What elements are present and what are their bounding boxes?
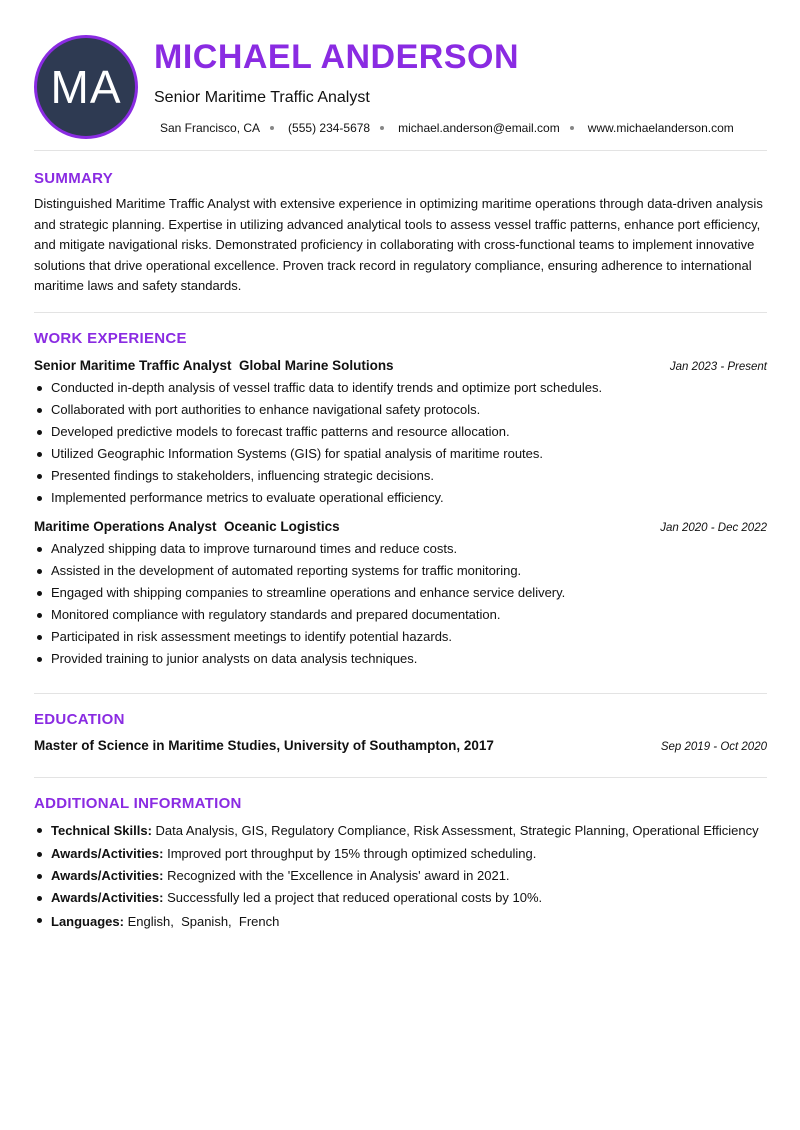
experience-section <box>34 313 767 670</box>
list-item <box>51 865 767 887</box>
avatar <box>34 35 138 139</box>
list-item: Utilized Geographic Information Systems (GIS) for spatial analysis of maritime routes. <box>51 443 767 465</box>
list-item: Provided training to junior analysts on data analysis techniques. <box>51 648 767 670</box>
job-title: Maritime Operations Analyst Oceanic Logistics <box>34 518 340 534</box>
degree: Master of Science in Maritime Studies, University of Southampton, 2017 <box>34 737 494 753</box>
experience-heading: WORK EXPERIENCE <box>34 329 187 347</box>
contact-location: San Francisco, CA <box>160 121 261 135</box>
info-text: Data Analysis, GIS, Regulatory Compliance, Risk Assessment, Strategic Planning, Operational Efficiency <box>155 822 759 838</box>
job-dates: Jan 2020 - Dec 2022 <box>660 521 767 534</box>
additional-list <box>34 819 767 935</box>
list-item <box>51 843 767 865</box>
contact-website[interactable]: www.michaelanderson.com <box>587 121 734 135</box>
education-dates: Sep 2019 - Oct 2020 <box>660 740 767 753</box>
additional-section <box>34 778 767 935</box>
job-entry <box>34 358 767 509</box>
candidate-name: MICHAEL ANDERSON <box>154 38 520 76</box>
info-text: Improved port throughput by 15% through optimized scheduling. <box>167 845 537 861</box>
list-item: Engaged with shipping companies to streamline operations and enhance service delivery. <box>51 582 767 604</box>
contact-line <box>160 121 734 135</box>
job-entry <box>34 519 767 670</box>
info-label: Awards/Activities: <box>51 889 164 905</box>
summary-heading: SUMMARY <box>34 170 114 187</box>
list-item: Assisted in the development of automated reporting systems for traffic monitoring. <box>51 560 767 582</box>
additional-heading: ADDITIONAL INFORMATION <box>34 794 242 812</box>
list-item <box>51 909 767 935</box>
summary-text: Distinguished Maritime Traffic Analyst with extensive experience in optimizing maritime operations through data-driven analysis and strategic planning. Expertise in utilizing advanced analytical tools to assess vessel traffic patterns, enhance port efficiency, and mitigate navigational risks. Demonstrated proficiency in collaborating with cross-functional teams to implement innovative solutions that drive operational excellence. Proven track record in regulatory compliance, ensuring adherence to international maritime laws and safety standards. <box>34 196 763 293</box>
education-section <box>34 694 767 753</box>
job-title: Senior Maritime Traffic Analyst Global Marine Solutions <box>34 357 394 373</box>
list-item <box>51 887 767 909</box>
resume-page <box>34 0 767 935</box>
separator-dot-icon <box>270 126 274 130</box>
info-label: Awards/Activities: <box>51 845 164 861</box>
list-item: Developed predictive models to forecast traffic patterns and resource allocation. <box>51 421 767 443</box>
candidate-title: Senior Maritime Traffic Analyst <box>154 89 370 106</box>
avatar-initials: MA <box>50 61 122 113</box>
list-item: Analyzed shipping data to improve turnaround times and reduce costs. <box>51 538 767 560</box>
list-item: Presented findings to stakeholders, influencing strategic decisions. <box>51 465 767 487</box>
list-item: Conducted in-depth analysis of vessel traffic data to identify trends and optimize port schedules. <box>51 377 767 399</box>
summary-section <box>34 151 767 297</box>
info-text: Successfully led a project that reduced operational costs by 10%. <box>167 889 543 905</box>
list-item: Collaborated with port authorities to enhance navigational safety protocols. <box>51 399 767 421</box>
info-label: Technical Skills: <box>51 822 152 838</box>
resume-header <box>34 0 767 150</box>
education-heading: EDUCATION <box>34 710 125 728</box>
list-item: Implemented performance metrics to evaluate operational efficiency. <box>51 487 767 509</box>
info-label: Languages: <box>51 913 124 929</box>
contact-email[interactable]: michael.anderson@email.com <box>398 121 560 135</box>
info-text: Recognized with the 'Excellence in Analysis' award in 2021. <box>167 867 510 883</box>
job-bullets <box>34 377 767 509</box>
separator-dot-icon <box>380 126 384 130</box>
info-label: Awards/Activities: <box>51 867 164 883</box>
separator-dot-icon <box>570 126 574 130</box>
info-text: English, Spanish, French <box>127 913 280 929</box>
list-item: Monitored compliance with regulatory standards and prepared documentation. <box>51 604 767 626</box>
job-bullets <box>34 538 767 670</box>
contact-phone: (555) 234-5678 <box>288 121 371 135</box>
list-item: Participated in risk assessment meetings to identify potential hazards. <box>51 626 767 648</box>
list-item <box>51 819 767 843</box>
job-dates: Jan 2023 - Present <box>669 360 767 373</box>
